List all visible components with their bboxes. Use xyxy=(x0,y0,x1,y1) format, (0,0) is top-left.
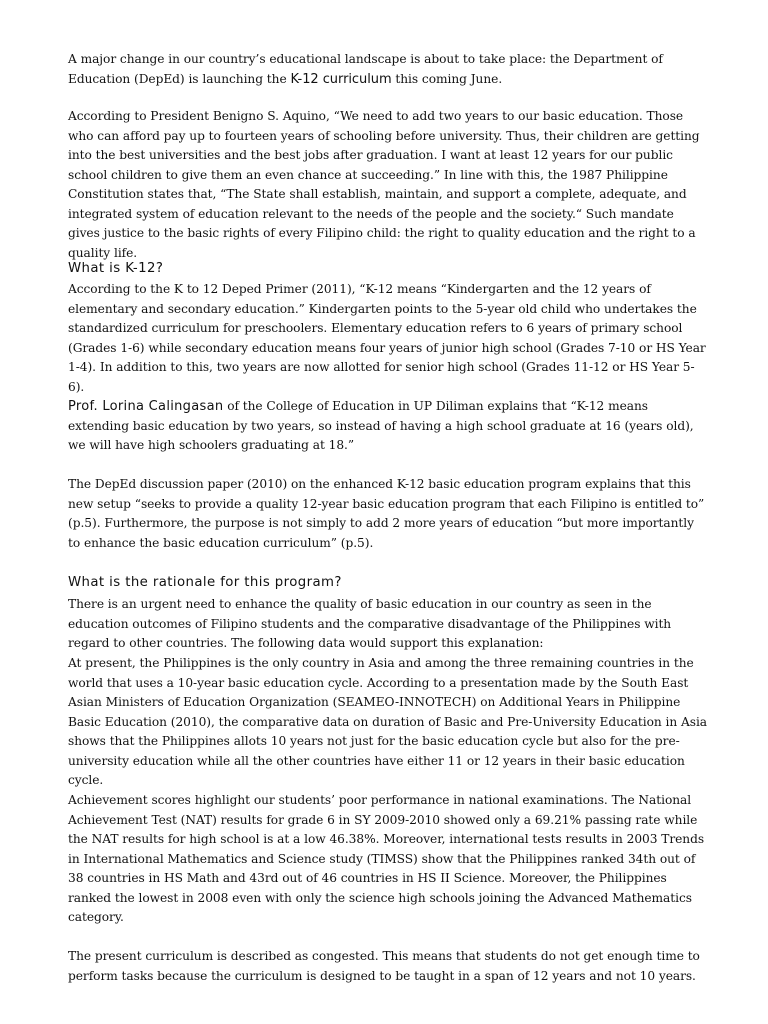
intro-text-end: this coming June. xyxy=(391,71,503,86)
heading-rationale: What is the rationale for this program? xyxy=(68,575,342,590)
k12-curriculum-term: K-12 curriculum xyxy=(290,71,392,87)
rationale-paragraph: There is an urgent need to enhance the quality of basic education in our country as seen in the education outcomes of Filipino students and the comparative disadvantage of the Philippines with regard to other countries. The following data would support this explanation: xyxy=(68,597,672,650)
k12-definition-paragraph: According to the K to 12 Deped Primer (2011), “K-12 means “Kindergarten and the 12 years of elementary and secondary education.” Kindergarten points to the 5-year old child who undertakes the standardized curriculum for preschoolers. Elementary education refers to 6 years of primary school (Grades 1-6) while secondary education means four years of junior high school (Grades 7-10 or HS Year 1-4). In addition to this, two years are now allotted for senior high school (Grades 11-12 or HS Year 5-6). xyxy=(68,282,706,394)
heading-what-is-k12: What is K-12? xyxy=(68,261,164,276)
congested-curriculum-paragraph: The present curriculum is described as congested. This means that students do not get enough time to perform tasks because the curriculum is designed to be taught in a span of 12 years and not 10 years. xyxy=(68,949,700,983)
deped-paper-paragraph: The DepEd discussion paper (2010) on the enhanced K-12 basic education program explains that this new setup “seeks to provide a quality 12-year basic education program that each Filipino is entitled to” (p.5). Furthermore, the purpose is not simply to add 2 more years of education “but more importantly to enhance the basic education curriculum” (p.5). xyxy=(68,477,705,550)
calingasan-paragraph xyxy=(68,397,708,456)
intro-paragraph xyxy=(68,50,708,89)
achievement-scores-paragraph: Achievement scores highlight our students’ poor performance in national examinations. The National Achievement Test (NAT) results for grade 6 in SY 2009-2010 showed only a 69.21% passing rate while the NAT results for high school is at a low 46.38%. Moreover, international tests results in 2003 Trends in International Mathematics and Science study (TIMSS) show that the Philippines ranked 34th out of 38 countries in HS Math and 43rd out of 46 countries in HS II Science. Moreover, the Philippines ranked the lowest in 2008 even with only the science high schools joining the Advanced Mathematics category. xyxy=(68,793,705,924)
professor-name: Prof. Lorina Calingasan xyxy=(68,399,224,414)
calingasan-text: of the College of Education in UP Diliman explains that “K-12 means extending basic education by two years, so instead of having a high school graduate at 16 (years old), we will have high schoolers graduating at 18.” xyxy=(68,399,694,452)
intro-text: A major change in our country’s educational landscape is about to take place: the Department of Education (DepEd) is launching the xyxy=(68,52,663,86)
ten-year-cycle-paragraph: At present, the Philippines is the only country in Asia and among the three remaining countries in the world that uses a 10-year basic education cycle. According to a presentation made by the South East Asian Ministers of Education Organization (SEAMEO-INNOTECH) on Additional Years in Philippine Basic Education (2010), the comparative data on duration of Basic and Pre-University Education in Asia shows that the Philippines allots 10 years not just for the basic education cycle but also for the pre-university education while all the other countries have either 11 or 12 years in their basic education cycle. xyxy=(68,656,708,787)
aquino-quote-paragraph: According to President Benigno S. Aquino, “We need to add two years to our basic education. Those who can afford pay up to fourteen years of schooling before university. Thus, their children are getting into the best universities and the best jobs after graduation. I want at least 12 years for our public school children to give them an even chance at succeeding.” In line with this, the 1987 Philippine Constitution states that, “The State shall establish, maintain, and support a complete, adequate, and integrated system of education relevant to the needs of the people and the society.“ Such mandate gives justice to the basic rights of every Filipino child: the right to quality education and the right to a quality life. xyxy=(68,109,700,260)
